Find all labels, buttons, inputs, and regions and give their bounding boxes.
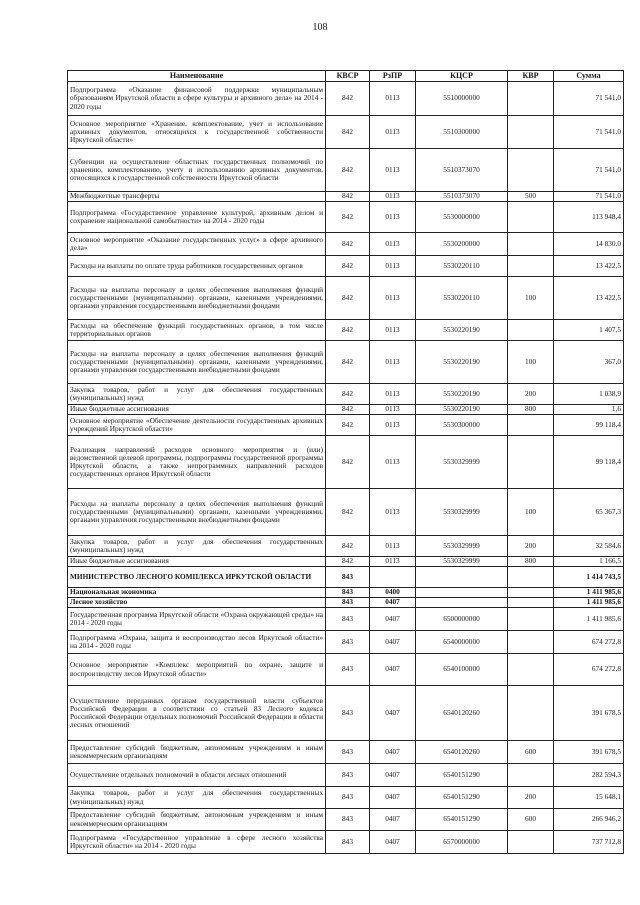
row-kcsr: 6540100000 — [416, 654, 508, 686]
row-name: Основное мероприятие «Хранение, комплектование, учет и использование архивных документов, относящихся к государственной собственности Иркутской области» — [68, 116, 326, 149]
row-name: Иные бюджетные ассигнования — [68, 405, 326, 415]
row-kvsr: 842 — [326, 82, 370, 116]
row-kvsr: 842 — [326, 384, 370, 405]
row-kvr: 600 — [508, 809, 554, 831]
row-sum: 99 118,4 — [554, 415, 624, 436]
row-rzpr: 0113 — [370, 341, 416, 384]
row-sum: 65 367,3 — [554, 489, 624, 536]
row-kvr: 100 — [508, 489, 554, 536]
row-kvsr: 842 — [326, 489, 370, 536]
row-kvsr: 842 — [326, 116, 370, 149]
row-kvsr: 843 — [326, 809, 370, 831]
row-sum: 71 541,0 — [554, 82, 624, 116]
row-rzpr: 0400 — [370, 588, 416, 598]
row-kcsr: 6540151290 — [416, 809, 508, 831]
row-rzpr: 0113 — [370, 277, 416, 320]
row-rzpr: 0113 — [370, 536, 416, 557]
table-row — [68, 202, 624, 233]
row-kcsr: 6570000000 — [416, 831, 508, 854]
table-row — [68, 405, 624, 415]
row-sum: 674 272,8 — [554, 631, 624, 654]
row-kcsr: 5530220110 — [416, 277, 508, 320]
row-kcsr: 6540000000 — [416, 631, 508, 654]
row-rzpr: 0113 — [370, 233, 416, 256]
header-kvr: КВР — [508, 71, 554, 82]
table-body — [68, 82, 624, 854]
header-rzpr: РзПР — [370, 71, 416, 82]
row-kcsr: 5510373070 — [416, 149, 508, 192]
row-rzpr: 0407 — [370, 598, 416, 608]
table-header-row — [68, 71, 624, 82]
row-name: Иные бюджетные ассигнования — [68, 557, 326, 567]
header-sum: Сумма — [554, 71, 624, 82]
row-kvr — [508, 256, 554, 277]
row-kvr: 200 — [508, 536, 554, 557]
table-row — [68, 588, 624, 598]
table-row — [68, 256, 624, 277]
row-kvr — [508, 608, 554, 631]
row-kvsr: 843 — [326, 741, 370, 764]
row-kvr: 100 — [508, 277, 554, 320]
row-sum: 1 038,9 — [554, 384, 624, 405]
row-kvr — [508, 116, 554, 149]
table-row — [68, 415, 624, 436]
row-kvr — [508, 415, 554, 436]
table-row — [68, 233, 624, 256]
row-sum: 737 712,8 — [554, 831, 624, 854]
row-rzpr: 0407 — [370, 764, 416, 787]
header-kvsr: КВСР — [326, 71, 370, 82]
row-sum: 1 411 985,6 — [554, 588, 624, 598]
table-row — [68, 341, 624, 384]
row-kcsr: 6540151290 — [416, 787, 508, 809]
row-kvsr: 843 — [326, 787, 370, 809]
row-kvsr: 842 — [326, 405, 370, 415]
row-sum: 266 946,2 — [554, 809, 624, 831]
row-kvsr: 843 — [326, 598, 370, 608]
table-row — [68, 489, 624, 536]
row-rzpr: 0113 — [370, 405, 416, 415]
row-kvsr: 843 — [326, 831, 370, 854]
row-kcsr: 5530329999 — [416, 436, 508, 489]
row-kcsr — [416, 567, 508, 588]
budget-table — [67, 70, 624, 854]
row-kvr — [508, 764, 554, 787]
table-row — [68, 741, 624, 764]
row-kvsr: 843 — [326, 631, 370, 654]
table-row — [68, 787, 624, 809]
row-sum: 367,0 — [554, 341, 624, 384]
row-name: Расходы на выплаты персоналу в целях обеспечения выполнения функций государственными (муниципальными) органами, казенными учреждениями, органами управления государственными внебюджетными фондами — [68, 341, 326, 384]
table-row — [68, 831, 624, 854]
row-name: Межбюджетные трансферты — [68, 192, 326, 202]
row-kvsr: 842 — [326, 557, 370, 567]
row-kvr: 200 — [508, 787, 554, 809]
row-sum: 1 411 985,6 — [554, 598, 624, 608]
table-row — [68, 82, 624, 116]
row-name: Основное мероприятие «Обеспечение деятельности государственных архивных учреждений Иркутской области» — [68, 415, 326, 436]
row-sum: 71 541,0 — [554, 192, 624, 202]
row-rzpr: 0113 — [370, 436, 416, 489]
row-name: Осуществление переданных органам государственной власти субъектов Российской Федерации в соответствии со статьей 83 Лесного кодекса Российской Федерации отдельных полномочий Российской Федерации в области лесных отношений — [68, 686, 326, 741]
row-rzpr: 0113 — [370, 415, 416, 436]
row-name: МИНИСТЕРСТВО ЛЕСНОГО КОМПЛЕКСА ИРКУТСКОЙ ОБЛАСТИ — [68, 567, 326, 588]
row-kvr — [508, 436, 554, 489]
row-kvsr: 843 — [326, 654, 370, 686]
row-kcsr: 6540151290 — [416, 764, 508, 787]
row-sum: 13 422,5 — [554, 256, 624, 277]
row-sum: 1,6 — [554, 405, 624, 415]
row-kvr — [508, 233, 554, 256]
row-kvsr: 843 — [326, 588, 370, 598]
row-name: Предоставление субсидий бюджетным, автономным учреждениям и иным некоммерческим организациям — [68, 809, 326, 831]
row-rzpr: 0113 — [370, 384, 416, 405]
row-rzpr: 0113 — [370, 192, 416, 202]
row-kvsr: 842 — [326, 415, 370, 436]
row-kcsr: 5510000000 — [416, 82, 508, 116]
row-kcsr: 5530220190 — [416, 384, 508, 405]
row-kvr: 200 — [508, 384, 554, 405]
row-kcsr: 5530220190 — [416, 405, 508, 415]
row-kvsr: 842 — [326, 233, 370, 256]
row-rzpr: 0113 — [370, 489, 416, 536]
row-rzpr — [370, 567, 416, 588]
row-kvr — [508, 82, 554, 116]
row-kcsr: 5530329999 — [416, 557, 508, 567]
row-kcsr — [416, 598, 508, 608]
row-kvr — [508, 202, 554, 233]
table-row — [68, 436, 624, 489]
row-kvr — [508, 588, 554, 598]
row-name: Подпрограмма «Государственное управление в сфере лесного хозяйства Иркутской области» на 2014 - 2020 годы — [68, 831, 326, 854]
table-row — [68, 149, 624, 192]
table-row — [68, 320, 624, 341]
row-kvsr: 842 — [326, 192, 370, 202]
row-name: Расходы на выплаты персоналу в целях обеспечения выполнения функций государственными (муниципальными) органами, казенными учреждениями, органами управления государственными внебюджетными фондами — [68, 277, 326, 320]
row-kvsr: 842 — [326, 256, 370, 277]
header-kcsr: КЦСР — [416, 71, 508, 82]
row-kvr: 800 — [508, 405, 554, 415]
table-row — [68, 598, 624, 608]
table-row — [68, 536, 624, 557]
row-sum: 14 830,0 — [554, 233, 624, 256]
row-name: Подпрограмма «Охрана, защита и воспроизводство лесов Иркутской области» на 2014 - 2020 годы — [68, 631, 326, 654]
row-kvr — [508, 654, 554, 686]
row-kcsr — [416, 588, 508, 598]
row-kcsr: 5510300000 — [416, 116, 508, 149]
row-kvsr: 843 — [326, 608, 370, 631]
row-kcsr: 6500000000 — [416, 608, 508, 631]
row-sum: 282 594,3 — [554, 764, 624, 787]
row-kcsr: 6540120260 — [416, 686, 508, 741]
row-rzpr: 0113 — [370, 116, 416, 149]
row-kcsr: 5530300000 — [416, 415, 508, 436]
row-kcsr: 5510373070 — [416, 192, 508, 202]
row-kvr — [508, 831, 554, 854]
table-row — [68, 654, 624, 686]
row-sum: 391 678,5 — [554, 686, 624, 741]
row-rzpr: 0407 — [370, 809, 416, 831]
row-kvsr: 842 — [326, 202, 370, 233]
row-name: Лесное хозяйство — [68, 598, 326, 608]
row-kvr: 600 — [508, 741, 554, 764]
row-kvr: 800 — [508, 557, 554, 567]
row-kvr — [508, 149, 554, 192]
row-name: Подпрограмма «Государственное управление культурой, архивным делом и сохранение национальной самобытности» на 2014 - 2020 годы — [68, 202, 326, 233]
page-number: 108 — [312, 22, 328, 33]
row-sum: 1 407,5 — [554, 320, 624, 341]
row-rzpr: 0113 — [370, 320, 416, 341]
row-sum: 32 584,6 — [554, 536, 624, 557]
row-sum: 13 422,5 — [554, 277, 624, 320]
row-rzpr: 0407 — [370, 654, 416, 686]
row-kcsr: 5530000000 — [416, 202, 508, 233]
row-name: Основное мероприятие «Комплекс мероприятий по охране, защите и воспроизводству лесов Иркутской области» — [68, 654, 326, 686]
row-rzpr: 0113 — [370, 149, 416, 192]
row-rzpr: 0407 — [370, 831, 416, 854]
row-sum: 674 272,8 — [554, 654, 624, 686]
row-kvsr: 842 — [326, 436, 370, 489]
row-kcsr: 5530329999 — [416, 489, 508, 536]
row-kvr — [508, 320, 554, 341]
row-kvsr: 842 — [326, 320, 370, 341]
row-kcsr: 5530329999 — [416, 536, 508, 557]
row-name: Расходы на обеспечение функций государственных органов, в том числе территориальных органов — [68, 320, 326, 341]
row-sum: 391 678,5 — [554, 741, 624, 764]
row-name: Закупка товаров, работ и услуг для обеспечения государственных (муниципальных) нужд — [68, 384, 326, 405]
row-kvsr: 843 — [326, 567, 370, 588]
row-rzpr: 0113 — [370, 202, 416, 233]
table-row — [68, 557, 624, 567]
row-name: Подпрограмма «Оказание финансовой поддержки муниципальным образованиям Иркутской области в сфере культуры и архивного дела» на 2014 - 2020 годы — [68, 82, 326, 116]
row-kvr — [508, 598, 554, 608]
row-kcsr: 5530220110 — [416, 256, 508, 277]
row-name: Закупка товаров, работ и услуг для обеспечения государственных (муниципальных) нужд — [68, 787, 326, 809]
row-name: Государственная программа Иркутской области «Охрана окружающей среды» на 2014 - 2020 годы — [68, 608, 326, 631]
row-name: Национальная экономика — [68, 588, 326, 598]
header-name: Наименование — [68, 71, 326, 82]
row-kcsr: 6540120260 — [416, 741, 508, 764]
row-rzpr: 0113 — [370, 557, 416, 567]
row-kvr: 500 — [508, 192, 554, 202]
row-kcsr: 5530220190 — [416, 341, 508, 384]
row-sum: 113 948,4 — [554, 202, 624, 233]
row-kvr: 100 — [508, 341, 554, 384]
row-rzpr: 0113 — [370, 256, 416, 277]
row-sum: 71 541,0 — [554, 116, 624, 149]
table-row — [68, 764, 624, 787]
row-kvr — [508, 631, 554, 654]
row-kvr — [508, 686, 554, 741]
row-sum: 71 541,0 — [554, 149, 624, 192]
row-rzpr: 0407 — [370, 631, 416, 654]
row-rzpr: 0113 — [370, 82, 416, 116]
row-kvsr: 843 — [326, 764, 370, 787]
row-sum: 1 166,5 — [554, 557, 624, 567]
row-kvsr: 842 — [326, 341, 370, 384]
row-kcsr: 5530220190 — [416, 320, 508, 341]
row-rzpr: 0407 — [370, 686, 416, 741]
row-name: Основное мероприятие «Оказание государственных услуг» в сфере архивного дела» — [68, 233, 326, 256]
table-row — [68, 567, 624, 588]
row-rzpr: 0407 — [370, 787, 416, 809]
row-kvsr: 842 — [326, 149, 370, 192]
row-sum: 1 411 985,6 — [554, 608, 624, 631]
row-name: Расходы на выплаты персоналу в целях обеспечения выполнения функций государственными (муниципальными) органами, казенными учреждениями, органами управления государственными внебюджетными фондами — [68, 489, 326, 536]
table-row — [68, 384, 624, 405]
row-name: Осуществление отдельных полномочий в области лесных отношений — [68, 764, 326, 787]
row-sum: 1 414 743,5 — [554, 567, 624, 588]
row-kvsr: 842 — [326, 277, 370, 320]
table-row — [68, 192, 624, 202]
table-row — [68, 686, 624, 741]
row-name: Реализация направлений расходов основного мероприятия и (или) ведомственной целевой программы, подпрограммы государственной программы Иркутской области, а также непрограммных направлений расходов государственных органов Иркутской области — [68, 436, 326, 489]
row-name: Предоставление субсидий бюджетным, автономным учреждениям и иным некоммерческим организациям — [68, 741, 326, 764]
row-name: Закупка товаров, работ и услуг для обеспечения государственных (муниципальных) нужд — [68, 536, 326, 557]
row-sum: 15 648,1 — [554, 787, 624, 809]
table-row — [68, 608, 624, 631]
row-name: Расходы на выплаты по оплате труда работников государственных органов — [68, 256, 326, 277]
row-kvsr: 843 — [326, 686, 370, 741]
table-row — [68, 809, 624, 831]
row-kcsr: 5530200000 — [416, 233, 508, 256]
row-sum: 99 118,4 — [554, 436, 624, 489]
table-row — [68, 277, 624, 320]
row-name: Субвенции на осуществление областных государственных полномочий по хранению, комплектованию, учету и использованию архивных документов, относящихся к государственной собственности Иркутской области — [68, 149, 326, 192]
row-kvsr: 842 — [326, 536, 370, 557]
row-kvr — [508, 567, 554, 588]
table-row — [68, 116, 624, 149]
row-rzpr: 0407 — [370, 741, 416, 764]
table-row — [68, 631, 624, 654]
row-rzpr: 0407 — [370, 608, 416, 631]
